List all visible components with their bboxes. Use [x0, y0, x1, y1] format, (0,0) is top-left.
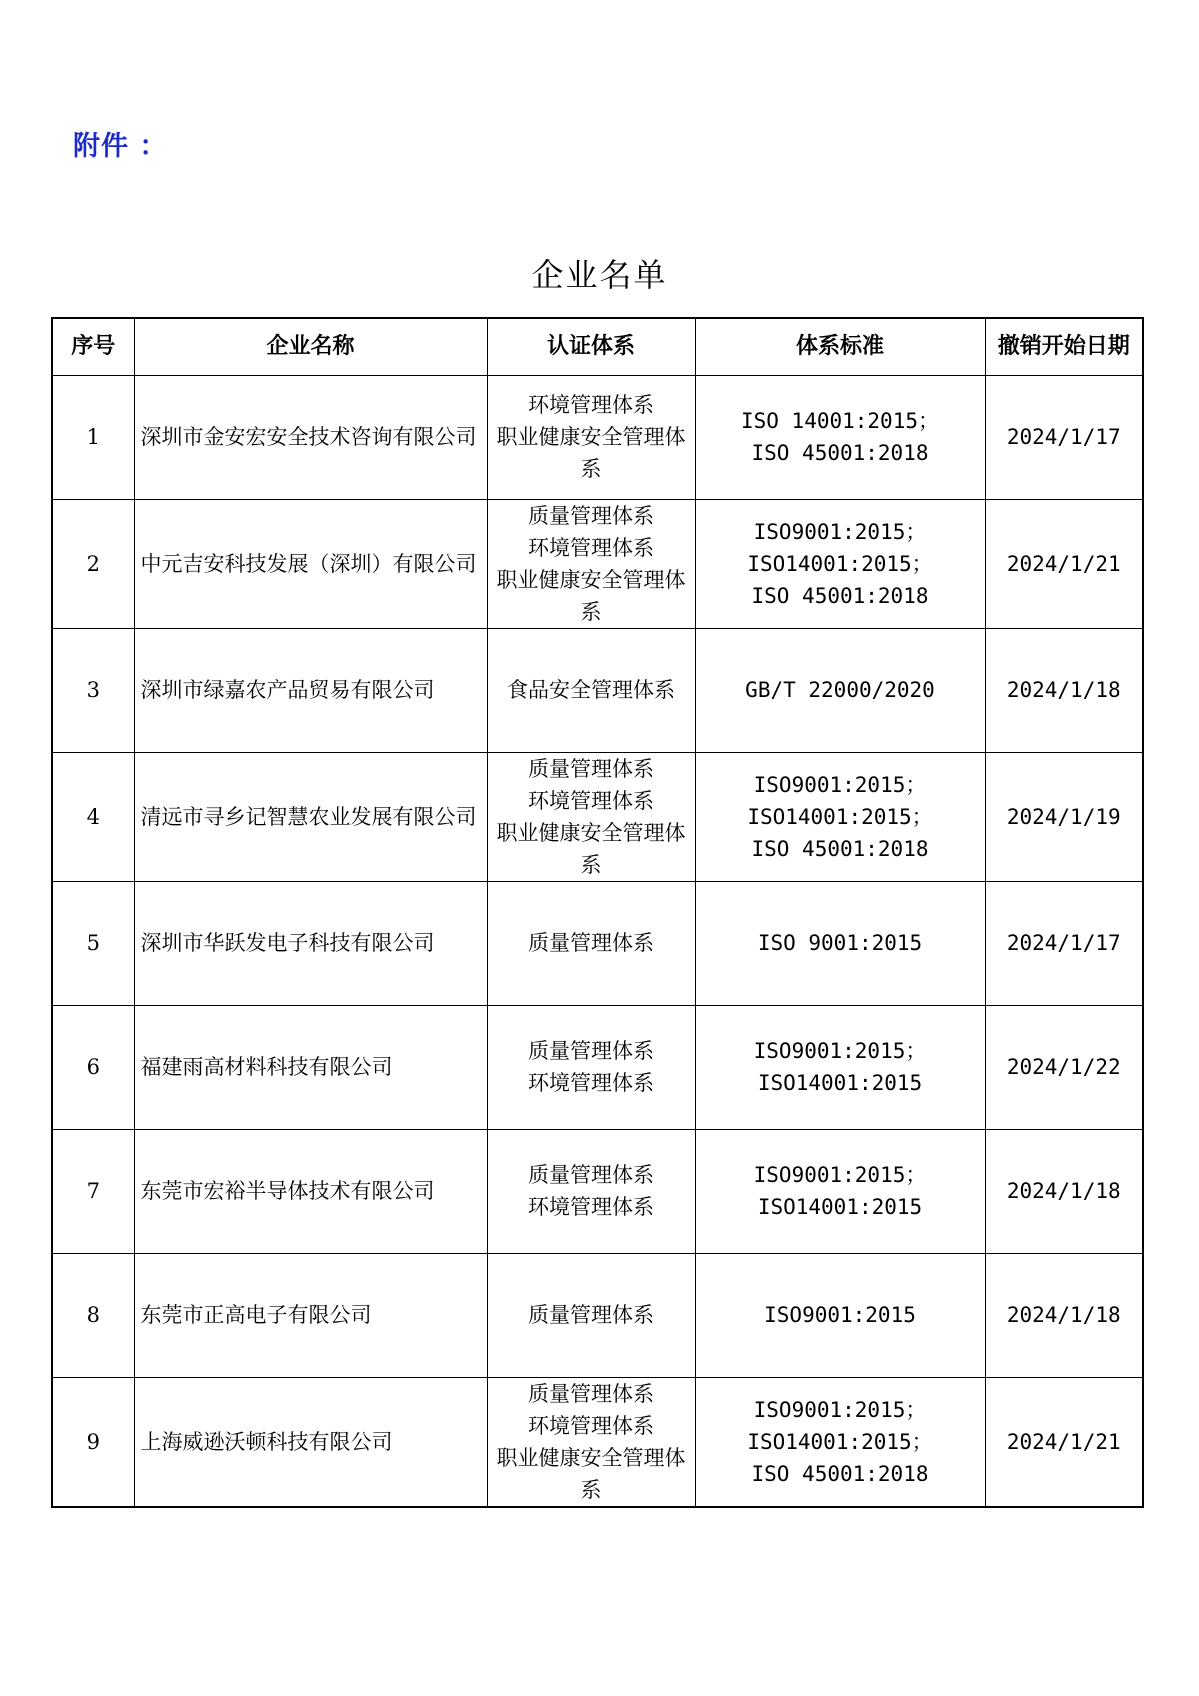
certification-system: 质量管理体系	[528, 756, 654, 781]
table-row	[52, 1377, 1143, 1507]
system-standard: ISO9001:2015	[764, 1303, 916, 1327]
system-standards	[695, 375, 985, 499]
certification-system: 环境管理体系	[528, 1071, 654, 1095]
certification-system: 环境管理体系	[528, 535, 654, 560]
system-standard: ISO14001:2015；	[747, 551, 933, 576]
certification-system: 职业健康安全管理体系	[496, 820, 686, 877]
system-standards	[695, 752, 985, 881]
certification-system: 环境管理体系	[528, 393, 654, 417]
table-header-row	[52, 318, 1143, 375]
header-name: 企业名称	[134, 318, 487, 375]
system-standards	[695, 499, 985, 628]
system-standard: ISO 45001:2018	[751, 583, 929, 608]
certification-system: 质量管理体系	[528, 1303, 654, 1327]
certification-system: 质量管理体系	[528, 1381, 654, 1406]
system-standards	[695, 1005, 985, 1129]
enterprise-name: 深圳市金安宏安全技术咨询有限公司	[134, 375, 487, 499]
certification-system: 质量管理体系	[528, 931, 654, 955]
table-body	[52, 375, 1143, 1507]
row-number: 7	[52, 1129, 134, 1253]
revocation-date: 2024/1/22	[985, 1005, 1143, 1129]
row-number: 8	[52, 1253, 134, 1377]
system-standard: ISO9001:2015；	[753, 1163, 927, 1187]
certification-systems	[487, 1253, 695, 1377]
enterprise-name: 深圳市华跃发电子科技有限公司	[134, 881, 487, 1005]
page-title: 企业名单	[531, 256, 668, 294]
row-number: 1	[52, 375, 134, 499]
system-standard: ISO9001:2015；	[753, 1039, 927, 1063]
enterprise-name: 东莞市宏裕半导体技术有限公司	[134, 1129, 487, 1253]
row-number: 3	[52, 628, 134, 752]
enterprise-name: 上海威逊沃顿科技有限公司	[134, 1377, 487, 1507]
table-row	[52, 628, 1143, 752]
certification-system: 质量管理体系	[528, 1163, 654, 1187]
revocation-date: 2024/1/17	[985, 375, 1143, 499]
enterprise-table	[51, 317, 1144, 1508]
enterprise-name: 福建雨高材料科技有限公司	[134, 1005, 487, 1129]
system-standard: ISO14001:2015；	[747, 804, 933, 829]
certification-systems	[487, 881, 695, 1005]
certification-systems	[487, 752, 695, 881]
certification-system: 质量管理体系	[528, 1039, 654, 1063]
system-standard: ISO 45001:2018	[751, 1461, 929, 1486]
enterprise-name: 东莞市正高电子有限公司	[134, 1253, 487, 1377]
system-standards	[695, 1253, 985, 1377]
system-standard: GB/T 22000/2020	[745, 678, 935, 702]
header-date: 撤销开始日期	[985, 318, 1143, 375]
header-system: 认证体系	[487, 318, 695, 375]
revocation-date: 2024/1/18	[985, 1253, 1143, 1377]
table-row	[52, 1129, 1143, 1253]
header-standard: 体系标准	[695, 318, 985, 375]
system-standards	[695, 628, 985, 752]
system-standard: ISO14001:2015	[757, 1195, 923, 1219]
attachment-label: 附件 ：	[73, 131, 168, 162]
revocation-date: 2024/1/21	[985, 1377, 1143, 1507]
table-row	[52, 752, 1143, 881]
certification-system: 职业健康安全管理体系	[496, 567, 686, 624]
system-standard: ISO 45001:2018	[751, 441, 929, 465]
row-number: 5	[52, 881, 134, 1005]
table-row	[52, 1253, 1143, 1377]
certification-system: 环境管理体系	[528, 788, 654, 813]
header-no: 序号	[52, 318, 134, 375]
row-number: 4	[52, 752, 134, 881]
revocation-date: 2024/1/18	[985, 628, 1143, 752]
certification-system: 质量管理体系	[528, 503, 654, 528]
revocation-date: 2024/1/21	[985, 499, 1143, 628]
system-standard: ISO14001:2015；	[747, 1429, 933, 1454]
system-standard: ISO14001:2015	[757, 1071, 923, 1095]
enterprise-name: 中元吉安科技发展（深圳）有限公司	[134, 499, 487, 628]
row-number: 2	[52, 499, 134, 628]
table-row	[52, 1005, 1143, 1129]
certification-system: 职业健康安全管理体系	[496, 1445, 686, 1502]
enterprise-name: 深圳市绿嘉农产品贸易有限公司	[134, 628, 487, 752]
table-row	[52, 499, 1143, 628]
system-standards	[695, 881, 985, 1005]
system-standard: ISO9001:2015；	[753, 772, 927, 797]
certification-system: 环境管理体系	[528, 1195, 654, 1219]
revocation-date: 2024/1/17	[985, 881, 1143, 1005]
certification-systems	[487, 375, 695, 499]
row-number: 6	[52, 1005, 134, 1129]
system-standard: ISO9001:2015；	[753, 519, 927, 544]
certification-systems	[487, 499, 695, 628]
system-standard: ISO 45001:2018	[751, 836, 929, 861]
system-standard: ISO9001:2015；	[753, 1397, 927, 1422]
table-row	[52, 881, 1143, 1005]
certification-systems	[487, 1129, 695, 1253]
table-row	[52, 375, 1143, 499]
revocation-date: 2024/1/19	[985, 752, 1143, 881]
system-standards	[695, 1377, 985, 1507]
system-standard: ISO 14001:2015；	[740, 409, 939, 433]
certification-system: 职业健康安全管理体系	[496, 425, 686, 481]
certification-systems	[487, 628, 695, 752]
revocation-date: 2024/1/18	[985, 1129, 1143, 1253]
certification-system: 环境管理体系	[528, 1413, 654, 1438]
enterprise-name: 清远市寻乡记智慧农业发展有限公司	[134, 752, 487, 881]
certification-systems	[487, 1005, 695, 1129]
row-number: 9	[52, 1377, 134, 1507]
system-standard: ISO 9001:2015	[757, 931, 923, 955]
certification-systems	[487, 1377, 695, 1507]
certification-system: 食品安全管理体系	[507, 678, 675, 702]
system-standards	[695, 1129, 985, 1253]
